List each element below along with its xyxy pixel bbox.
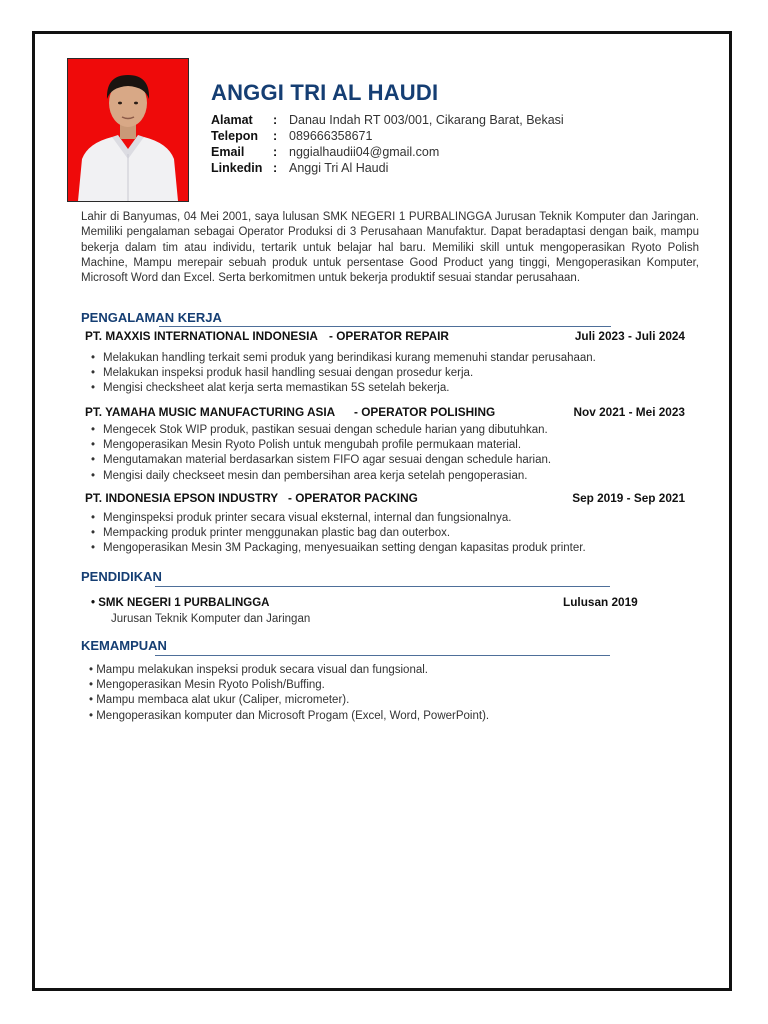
job-role: - OPERATOR REPAIR [329,329,449,343]
job-yamaha [85,405,685,421]
contact-separator: : [273,145,278,159]
list-item: • Mengutamakan material berdasarkan sistem FIFO agar sesuai dengan schedule harian. [91,454,552,467]
job-company: PT. INDONESIA EPSON INDUSTRY [85,491,279,505]
list-item: • Mengisi daily checkseet mesin dan pembersihan area kerja setelah pengoperasian. [91,469,528,482]
list-item: • Melakukan inspeksi produk hasil handling sesuai dengan prosedur kerja. [91,367,474,380]
list-item: • Mengoperasikan Mesin 3M Packaging, menyesuaikan setting dengan kapasitas produk printer. [91,542,586,555]
job-epson-duties [89,511,586,557]
contact-label: Linkedin [211,161,263,175]
job-dates: Juli 2023 - Juli 2024 [574,329,685,343]
education-school: • SMK NEGERI 1 PURBALINGGA [91,597,270,609]
job-yamaha-duties [89,423,551,484]
list-item: • Mengoperasikan Mesin Ryoto Polish untuk mengubah profile permukaan material. [91,439,522,452]
profile-summary: Lahir di Banyumas, 04 Mei 2001, saya lulusan SMK NEGERI 1 PURBALINGGA Jurusan Teknik Komputer dan Jaringan. Memiliki pengalaman sebagai Operator Produksi di 3 Perusahaan Manufaktur. Dapat beradaptasi dengan baik, mampu bekerja dalam tim atau individu, tertarik untuk belajar hal baru. Memiliki skill untuk mengoperasikan Ryoto Polish Machine, Mampu merepair sebuah produk untuk persentase Good Product yang tinggi, Mengoperasikan Komputer, Microsoft Word dan Excel. Serta berkomitmen untuk bekerja produktif sesuai standar perusahaan. [81,211,699,285]
list-item: • Mengoperasikan komputer dan Microsoft Progam (Excel, Word, PowerPoint). [89,709,490,722]
contact-label: Alamat [211,113,253,127]
education-heading: PENDIDIKAN [81,569,162,584]
job-dates: Sep 2019 - Sep 2021 [572,491,685,505]
address-value: Danau Indah RT 003/001, Cikarang Barat, Bekasi [289,113,564,127]
list-item: • Mengoperasikan Mesin Ryoto Polish/Buffing. [89,679,325,692]
list-item: • Melakukan handling terkait semi produk yang berindikasi kurang memenuhi standar perusahaan. [91,352,596,364]
education-major: Jurusan Teknik Komputer dan Jaringan [111,613,311,625]
contact-separator: : [273,129,278,143]
experience-rule [159,326,611,327]
email-value: nggialhaudii04@gmail.com [289,145,440,159]
job-role: - OPERATOR POLISHING [354,405,496,419]
job-epson [85,491,685,507]
profile-photo [67,58,189,202]
candidate-name: ANGGI TRI AL HAUDI [211,80,439,105]
education-rule [155,586,610,587]
list-item: • Mampu membaca alat ukur (Caliper, micrometer). [89,694,350,707]
contact-separator: : [273,113,278,127]
list-item: • Mengecek Stok WIP produk, pastikan sesuai dengan schedule harian yang dibutuhkan. [91,424,548,436]
list-item: • Mempacking produk printer menggunakan plastic bag dan outerbox. [91,527,451,540]
contact-separator: : [273,161,278,175]
skills-rule [155,655,610,656]
experience-heading: PENGALAMAN KERJA [81,310,222,325]
job-company: PT. MAXXIS INTERNATIONAL INDONESIA [85,329,318,343]
list-item: • Menginspeksi produk printer secara visual eksternal, internal dan fungsionalnya. [91,512,512,524]
contact-label: Email [211,145,245,159]
job-dates: Nov 2021 - Mei 2023 [573,405,685,419]
job-role: - OPERATOR PACKING [288,491,418,505]
skills-list [89,663,489,724]
linkedin-value: Anggi Tri Al Haudi [289,161,389,175]
phone-value: 089666358671 [289,129,373,143]
list-item: • Mengisi checksheet alat kerja serta memastikan 5S setelah bekerja. [91,382,450,395]
skills-heading: KEMAMPUAN [81,638,167,653]
job-maxxis [85,329,685,345]
education-year: Lulusan 2019 [563,595,638,609]
contact-label: Telepon [211,129,258,143]
job-maxxis-duties [89,351,596,397]
list-item: • Mampu melakukan inspeksi produk secara visual dan fungsional. [89,664,428,676]
job-company: PT. YAMAHA MUSIC MANUFACTURING ASIA [85,405,336,419]
